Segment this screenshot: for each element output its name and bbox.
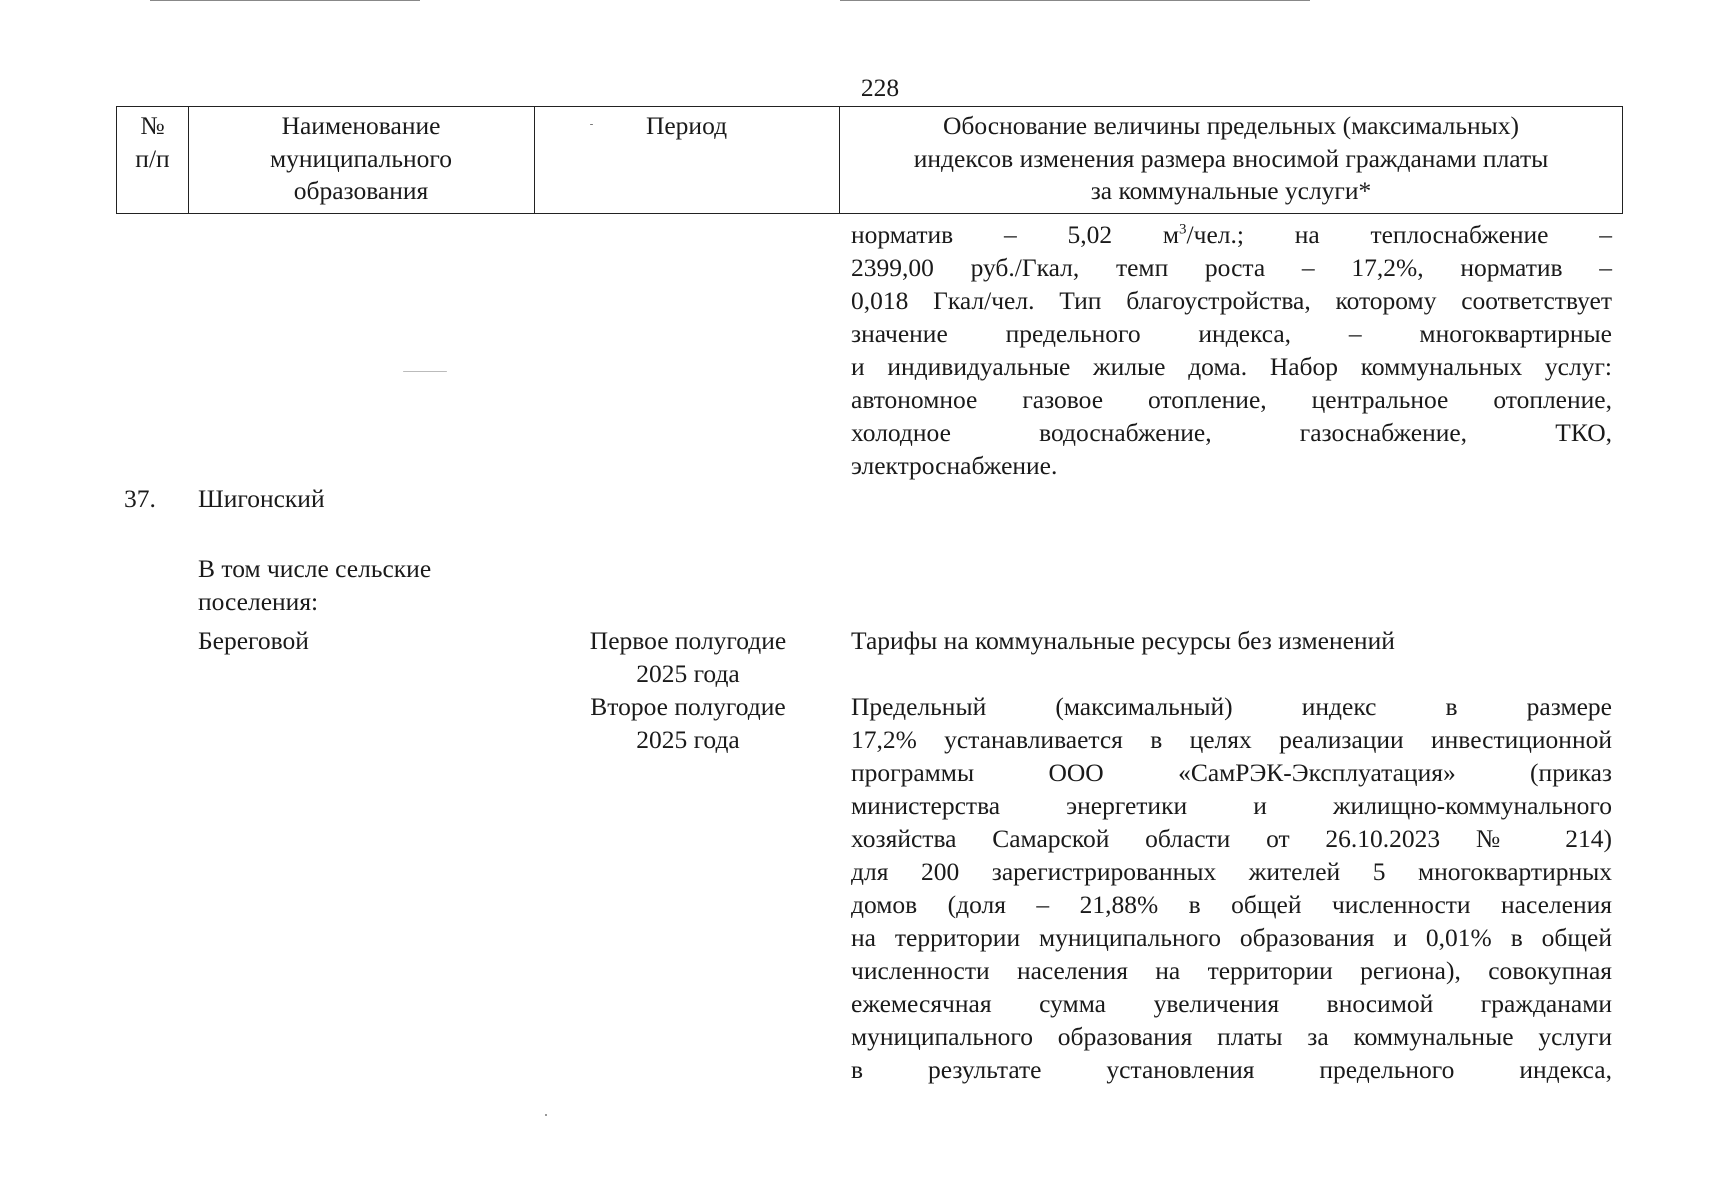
justification-line: министерства энергетики и жилищно-коммунального	[851, 791, 1612, 820]
header-period-text: Период	[645, 111, 728, 140]
scan-speck	[545, 1114, 547, 1116]
continuation-line: и индивидуальные жилые дома. Набор коммунальных услуг:	[851, 352, 1612, 381]
continuation-line: холодное водоснабжение, газоснабжение, ТКО,	[851, 418, 1612, 447]
justification-line: программы ООО «СамРЭК-Эксплуатация» (приказ	[851, 758, 1612, 787]
header-number	[117, 107, 189, 213]
row-number: 37.	[124, 484, 156, 513]
period-first-half: Первое полугодие 2025 года	[589, 626, 787, 688]
justification-line: хозяйства Самарской области от 26.10.2023 № 214)	[851, 824, 1612, 853]
page-number: 228	[860, 73, 900, 102]
justification-line: Предельный (максимальный) индекс в размере	[851, 692, 1612, 721]
municipality-name: Шигонский	[198, 484, 325, 513]
cont-word: 5,02	[1067, 220, 1113, 249]
header-municipality-text: Наименование муниципального образования	[270, 111, 452, 205]
justification-line: муниципального образования платы за коммунальные услуги	[851, 1022, 1612, 1051]
header-number-text: № п/п	[135, 111, 170, 173]
settlements-subheading: В том числе сельские поселения:	[198, 554, 432, 616]
justification-line: в результате установления предельного индекса,	[851, 1055, 1612, 1084]
cont-unit: $м^3$/чел.;	[1162, 220, 1244, 249]
cont-word: норматив	[851, 220, 954, 249]
justification-line: ежемесячная сумма увеличения вносимой гражданами	[851, 989, 1612, 1018]
continuation-line-1	[851, 218, 1612, 251]
continuation-line-last: электроснабжение.	[851, 451, 1058, 480]
header-justification-text: Обоснование величины предельных (максимальных) индексов изменения размера вносимой гражданами платы за коммунальные услуги*	[913, 111, 1549, 205]
justification-line: численности населения на территории региона), совокупная	[851, 956, 1612, 985]
header-justification	[839, 107, 1623, 213]
header-municipality	[188, 107, 535, 213]
scan-edge-line	[150, 0, 420, 1]
justification-line: для 200 зарегистрированных жителей 5 многоквартирных	[851, 857, 1612, 886]
header-period	[534, 107, 840, 213]
continuation-line: 0,018 Гкал/чел. Тип благоустройства, которому соответствует	[851, 286, 1612, 315]
period-second-half: Второе полугодие 2025 года	[590, 692, 786, 754]
cont-word: теплоснабжение	[1370, 220, 1549, 249]
cont-word: –	[1003, 220, 1017, 249]
scan-edge-line	[840, 0, 1310, 1]
continuation-line: автономное газовое отопление, центральное отопление,	[851, 385, 1612, 414]
justification-line: 17,2% устанавливается в целях реализации инвестиционной	[851, 725, 1612, 754]
settlement-name: Береговой	[198, 626, 309, 655]
justification-line: на территории муниципального образования и 0,01% в общей	[851, 923, 1612, 952]
justification-line: домов (доля – 21,88% в общей численности населения	[851, 890, 1612, 919]
cont-word: на	[1294, 220, 1320, 249]
table-header	[116, 106, 1623, 214]
cont-word: –	[1599, 220, 1613, 249]
justification-first-half: Тарифы на коммунальные ресурсы без изменений	[851, 626, 1395, 655]
scan-speck	[403, 371, 447, 372]
continuation-line: 2399,00 руб./Гкал, темп роста – 17,2%, норматив –	[851, 253, 1612, 282]
continuation-line: значение предельного индекса, – многоквартирные	[851, 319, 1612, 348]
